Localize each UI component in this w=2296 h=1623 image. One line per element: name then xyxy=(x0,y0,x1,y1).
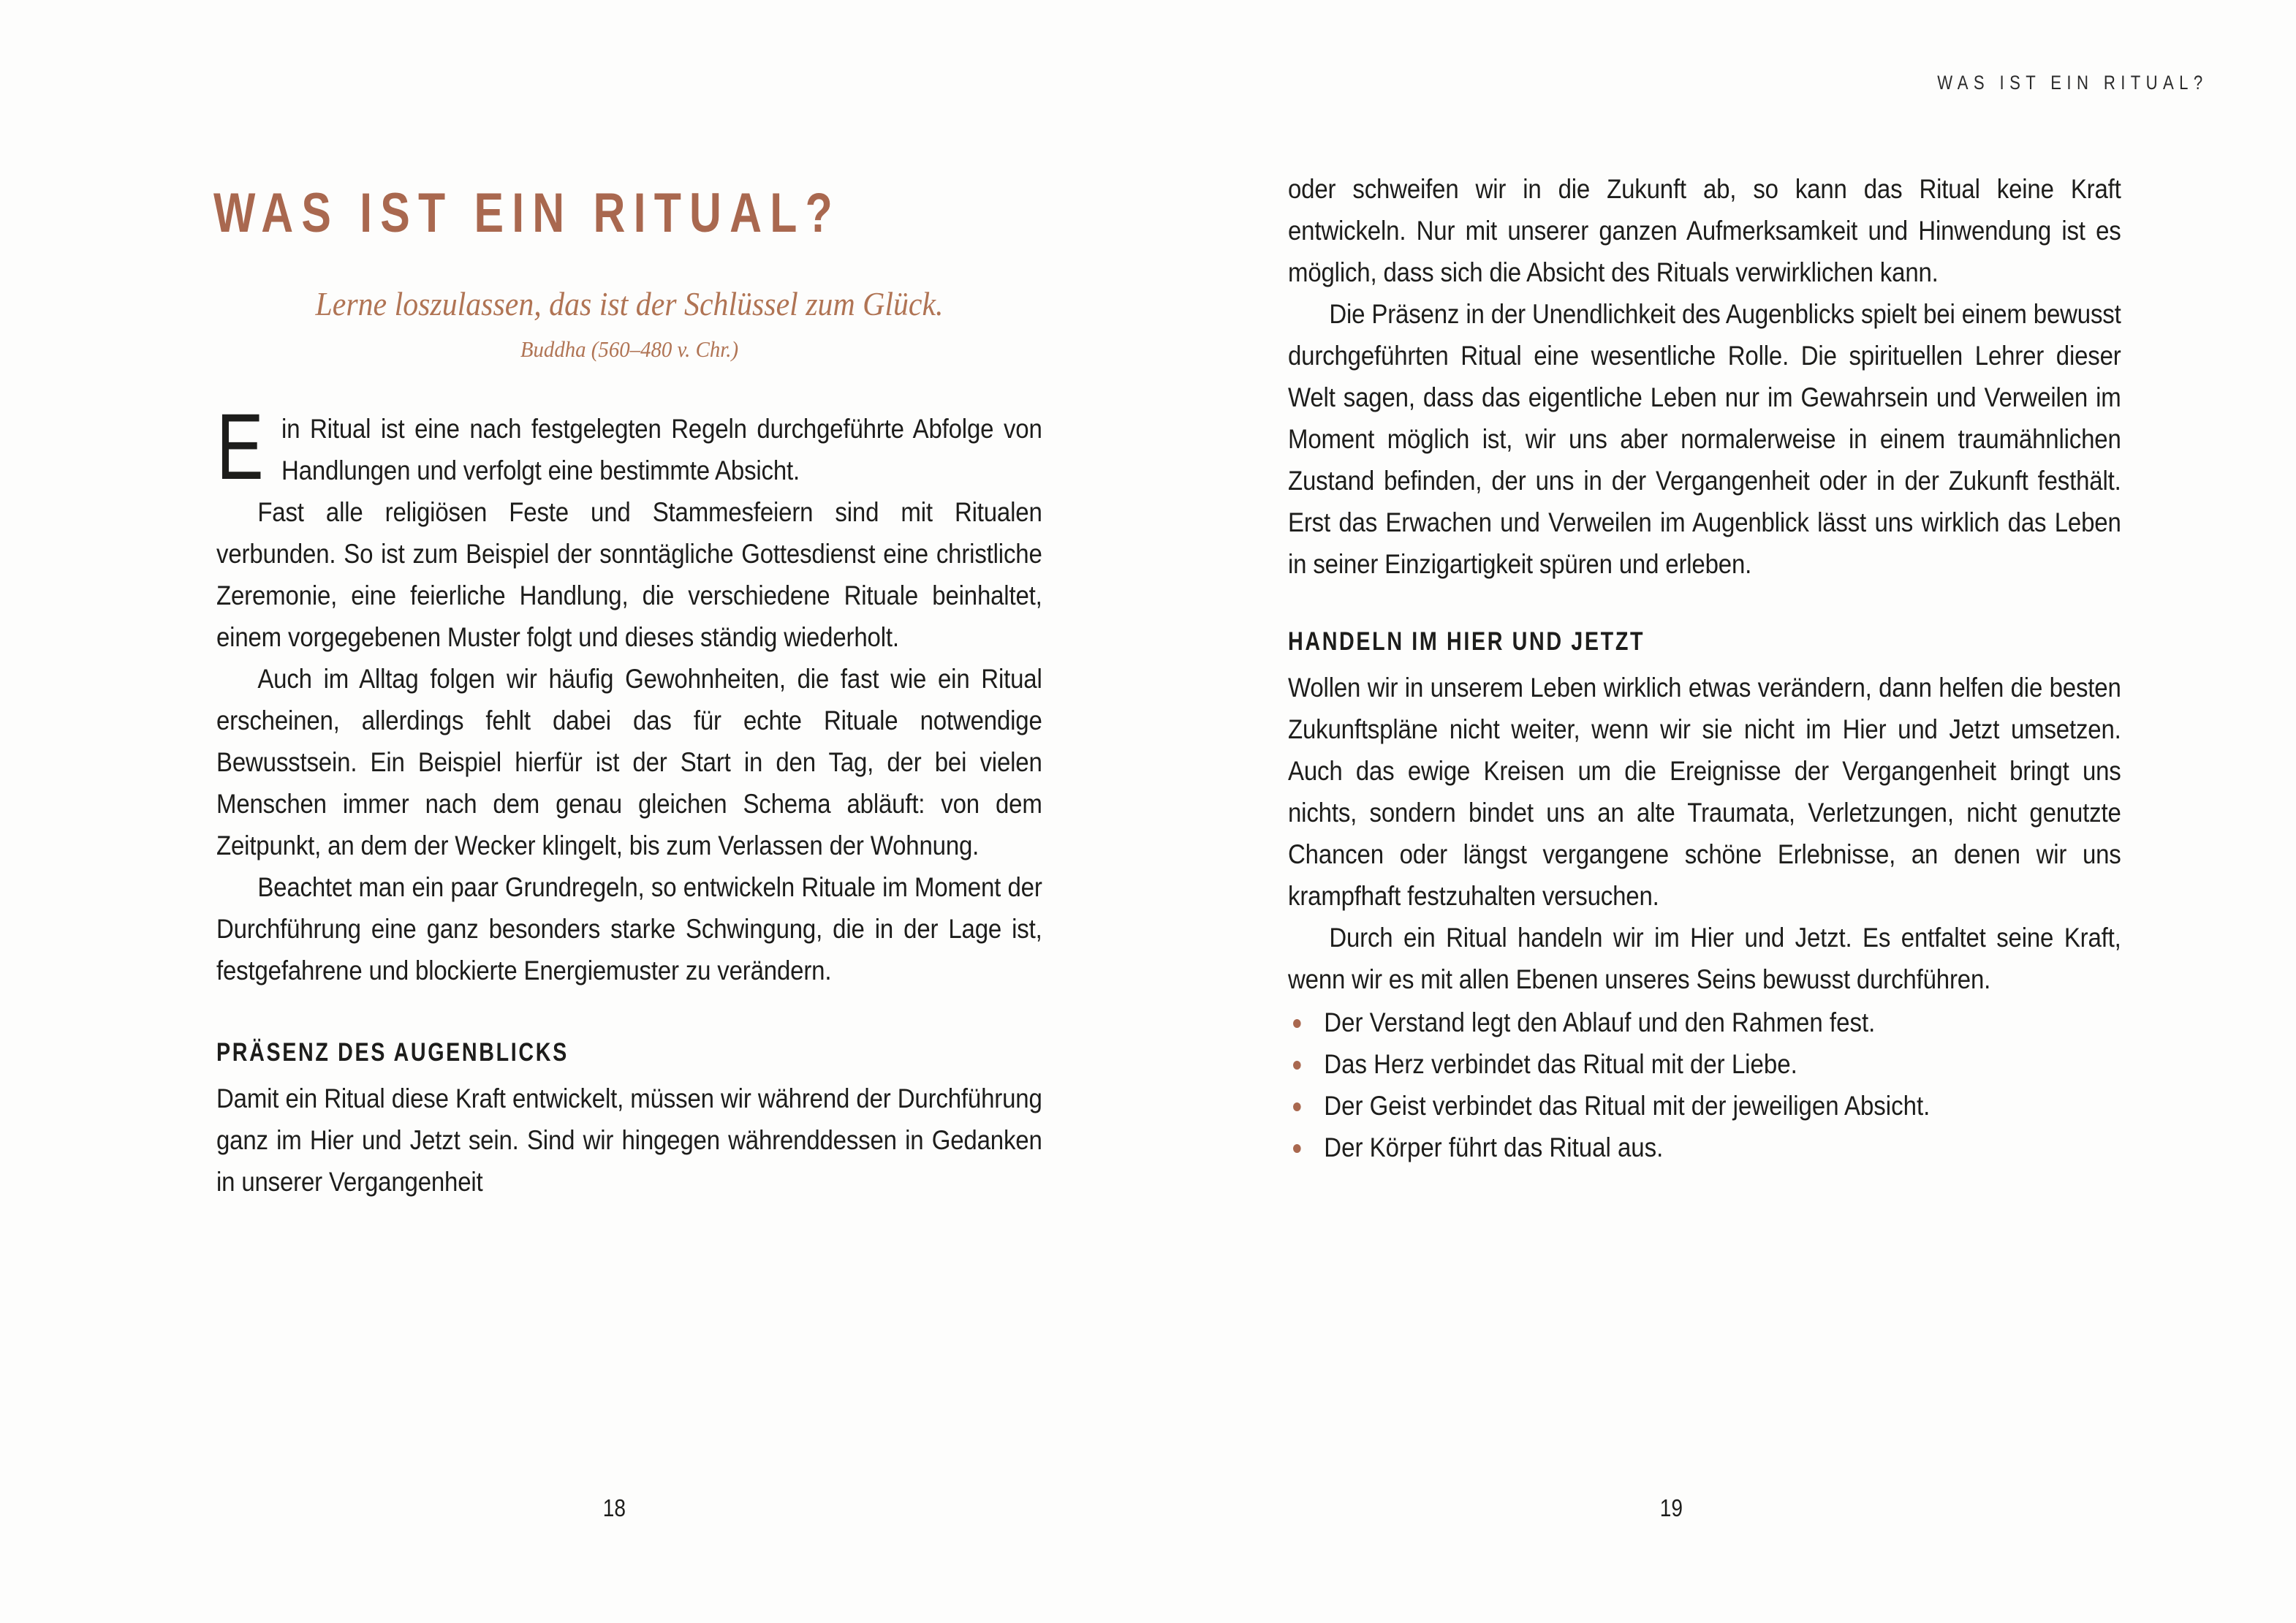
paragraph: Wollen wir in unserem Leben wirklich etwas verändern, dann helfen die besten Zukunftspläne nicht weiter, wenn wir sie nicht im Hier und Jetzt umsetzen. Auch das ewige Kreisen um die Ereignisse der Vergangenheit bringt uns nichts, sondern bindet uns an alte Traumata, Verletzungen, nicht genutzte Chancen oder längst vergangene schöne Erlebnisse, an denen wir uns krampfhaft festzuhalten versuchen. xyxy=(1288,672,2121,911)
list-item-label: Das Herz verbindet das Ritual mit der Liebe. xyxy=(1324,1048,1797,1079)
paragraph: Beachtet man ein paar Grundregeln, so entwickeln Rituale im Moment der Durchführung eine ganz besonders starke Schwingung, die in der Lage ist, festgefahrene und blockierte Energiemuster zu verändern. xyxy=(216,871,1042,986)
epigraph xyxy=(216,284,1042,363)
bullet-list xyxy=(1288,1002,2121,1168)
running-header: WAS IST EIN RITUAL? xyxy=(1937,72,2208,94)
bullet-dot-icon xyxy=(1293,1144,1301,1153)
right-page-column xyxy=(1288,168,2121,1168)
list-item-label: Der Geist verbindet das Ritual mit der jeweiligen Absicht. xyxy=(1324,1090,1931,1121)
paragraph: Damit ein Ritual diese Kraft entwickelt, müssen wir während der Durchführung ganz im Hier und Jetzt sein. Sind wir hingegen währenddessen in Gedanken in unserer Vergangenheit xyxy=(216,1083,1042,1198)
paragraph-opening xyxy=(216,395,1042,500)
subheading-handeln-im-hier-und-jetzt: HANDELN IM HIER UND JETZT xyxy=(1288,627,1645,656)
right-body-text xyxy=(1288,168,2121,1168)
paragraph: Fast alle religiösen Feste und Stammesfeiern sind mit Ritualen verbunden. So ist zum Beispiel der sonntägliche Gottesdienst eine christliche Zeremonie, eine feierliche Handlung, die verschiedene Rituale beinhaltet, einem vorgegebenen Muster folgt und dieses ständig wiederholt. xyxy=(216,496,1042,653)
bullet-dot-icon xyxy=(1293,1102,1301,1111)
list-item xyxy=(1288,1127,2157,1168)
epigraph-source: Buddha (560–480 v. Chr.) xyxy=(520,336,739,363)
paragraph: Durch ein Ritual handeln wir im Hier und Jetzt. Es entfaltet seine Kraft, wenn wir es mit allen Ebenen unseres Seins bewusst durchführen. xyxy=(1288,922,2121,994)
paragraph: Auch im Alltag folgen wir häufig Gewohnheiten, die fast wie ein Ritual erscheinen, allerdings fehlt dabei das für echte Rituale notwendige Bewusstsein. Ein Beispiel hierfür ist der Start in den Tag, der bei vielen Menschen immer nach dem genau gleichen Schema abläuft: von dem Zeitpunkt, an dem der Wecker klingelt, bis zum Verlassen der Wohnung. xyxy=(216,663,1042,861)
epigraph-quote: Lerne loszulassen, das ist der Schlüssel zum Glück. xyxy=(315,285,944,322)
list-item xyxy=(1288,1002,2157,1043)
left-body-text xyxy=(216,395,1042,1203)
drop-cap: E xyxy=(216,395,264,500)
list-item xyxy=(1288,1043,2157,1085)
bullet-dot-icon xyxy=(1293,1061,1301,1070)
bullet-dot-icon xyxy=(1293,1019,1301,1028)
list-item-label: Der Körper führt das Ritual aus. xyxy=(1324,1132,1664,1162)
list-item xyxy=(1288,1085,2157,1127)
folio-page-number-right: 19 xyxy=(1659,1494,1683,1521)
list-item-label: Der Verstand legt den Ablauf und den Rahmen fest. xyxy=(1324,1007,1876,1037)
paragraph-text: in Ritual ist eine nach festgelegten Regeln durchgeführte Abfolge von Handlungen und verfolgt eine bestimmte Absicht. xyxy=(281,413,1042,486)
subheading-praesenz-des-augenblicks: PRÄSENZ DES AUGENBLICKS xyxy=(216,1038,569,1067)
paragraph: Die Präsenz in der Unendlichkeit des Augenblicks spielt bei einem bewusst durchgeführten Ritual eine wesentliche Rolle. Die spirituellen Lehrer dieser Welt sagen, dass das eigentliche Leben nur im Gewahrsein und Verweilen im Moment möglich ist, wir uns aber normalerweise in einem traumähnlichen Zustand befinden, der uns in der Vergangenheit oder in der Zukunft festhält. Erst das Erwachen und Verweilen im Augenblick lässt uns wirklich das Leben in seiner Einzigartigkeit spüren und erleben. xyxy=(1288,298,2121,579)
left-page-column xyxy=(213,168,1042,1203)
chapter-title: WAS IST EIN RITUAL? xyxy=(213,182,841,244)
paragraph: oder schweifen wir in die Zukunft ab, so kann das Ritual keine Kraft entwickeln. Nur mit unserer ganzen Aufmerksamkeit und Hinwendung ist es möglich, dass sich die Absicht des Rituals verwirklichen kann. xyxy=(1288,173,2121,287)
folio-page-number-left: 18 xyxy=(602,1494,626,1521)
